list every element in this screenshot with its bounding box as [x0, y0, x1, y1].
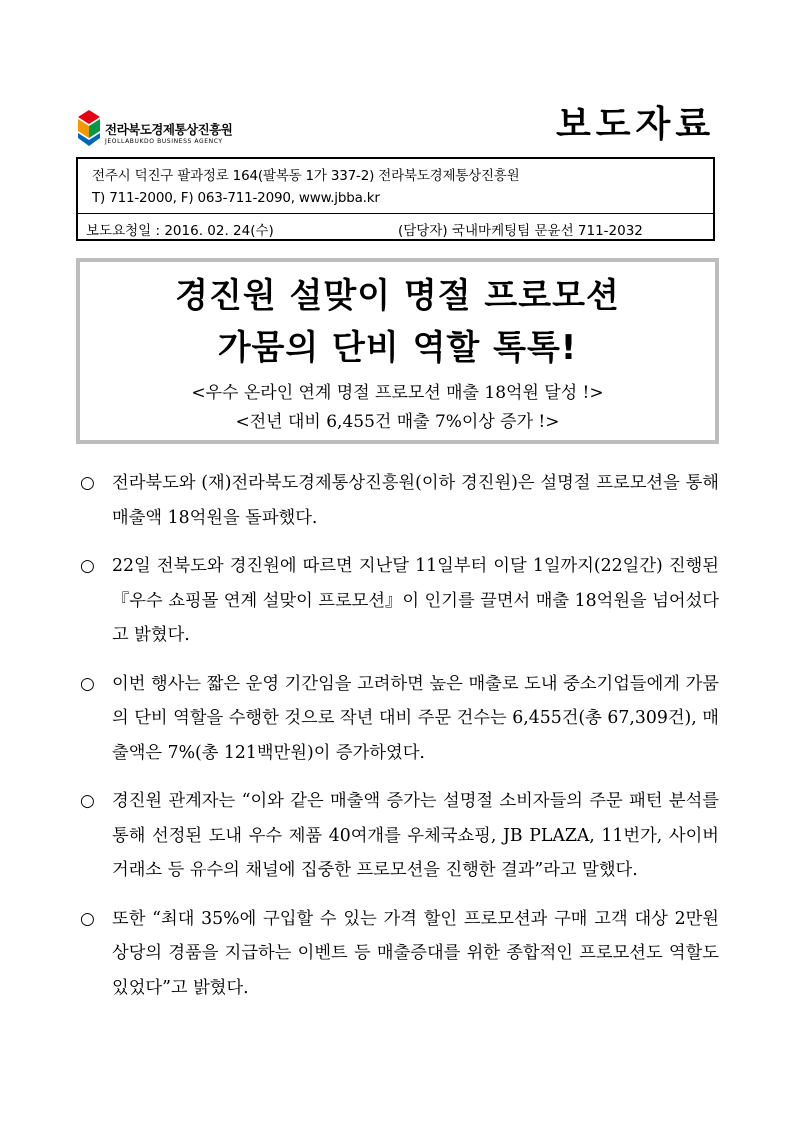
- bullet-circle-icon: ○: [80, 556, 95, 576]
- contact-info-box: [76, 157, 715, 241]
- subheadline-1: <우수 온라인 연계 명절 프로모션 매출 18억원 달성 !>: [191, 383, 604, 403]
- paragraph-text: 이번 행사는 짧은 운영 기간임을 고려하면 높은 매출로 도내 중소기업들에게 가뭄의 단비 역할을 수행한 것으로 작년 대비 주문 건수는 6,455건(총 67,309건), 매출액은 7%(총 121백만원)이 증가하였다.: [112, 673, 719, 763]
- phone-fax-web-line: T) 711-2000, F) 063-711-2090, www.jbba.kr: [92, 190, 380, 206]
- article-body: [76, 466, 719, 1019]
- headline-line-2: 가뭄의 단비 역할 톡톡!: [217, 328, 578, 368]
- paragraph-text: 22일 전북도와 경진원에 따르면 지난달 11일부터 이달 1일까지(22일간) 진행된『우수 쇼핑몰 연계 설맞이 프로모션』이 인기를 끌면서 매출 18억원을 넘어섰다고 밝혔다.: [112, 556, 719, 645]
- bullet-circle-icon: ○: [80, 791, 95, 811]
- org-name: 전라북도경제통상진흥원: [105, 122, 233, 137]
- paragraph-text: 또한 “최대 35%에 구입할 수 있는 가격 할인 프로모션과 구매 고객 대상 2만원 상당의 경품을 지급하는 이벤트 등 매출증대를 위한 종합적인 프로모션도 역할도 있었다”고 밝혔다.: [112, 908, 719, 998]
- info-divider: [78, 213, 713, 214]
- subheadline-2: <전년 대비 6,455건 매출 7%이상 증가 !>: [235, 412, 560, 432]
- org-logo-mark-icon: [76, 108, 102, 148]
- org-logo: [76, 108, 276, 154]
- article-paragraph: [76, 549, 719, 653]
- bullet-circle-icon: ○: [80, 473, 95, 493]
- org-name-english: JEOLLABUKDO BUSINESS AGENCY: [105, 138, 223, 145]
- article-paragraph: [76, 784, 719, 888]
- article-paragraph: [76, 466, 719, 535]
- headline-line-1: 경진원 설맞이 명절 프로모션: [175, 276, 620, 316]
- headline-box: [76, 258, 719, 444]
- paragraph-text: 경진원 관계자는 “이와 같은 매출액 증가는 설명절 소비자들의 주문 패턴 분석를 통해 선정된 도내 우수 제품 40여개를 우체국쇼핑, JB PLAZA, 11번가, 사이버거래소 등 유수의 채널에 집중한 프로모션을 진행한 결과”라고 말했다.: [112, 791, 719, 880]
- request-date: 보도요청일 : 2016. 02. 24(수): [86, 223, 274, 239]
- bullet-circle-icon: ○: [80, 673, 95, 694]
- contact-person: (담당자) 국내마케팅팀 문윤선 711-2032: [398, 223, 643, 239]
- document-type-title: 보도자료: [556, 104, 716, 145]
- address-line: 전주시 덕진구 팔과정로 164(팔복동 1가 337-2) 전라북도경제통상진흥원: [92, 168, 520, 184]
- article-paragraph: [76, 667, 719, 771]
- bullet-circle-icon: ○: [80, 908, 95, 929]
- paragraph-text: 전라북도와 (재)전라북도경제통상진흥원(이하 경진원)은 설명절 프로모션을 통해 매출액 18억원을 돌파했다.: [112, 473, 719, 528]
- article-paragraph: [76, 902, 719, 1006]
